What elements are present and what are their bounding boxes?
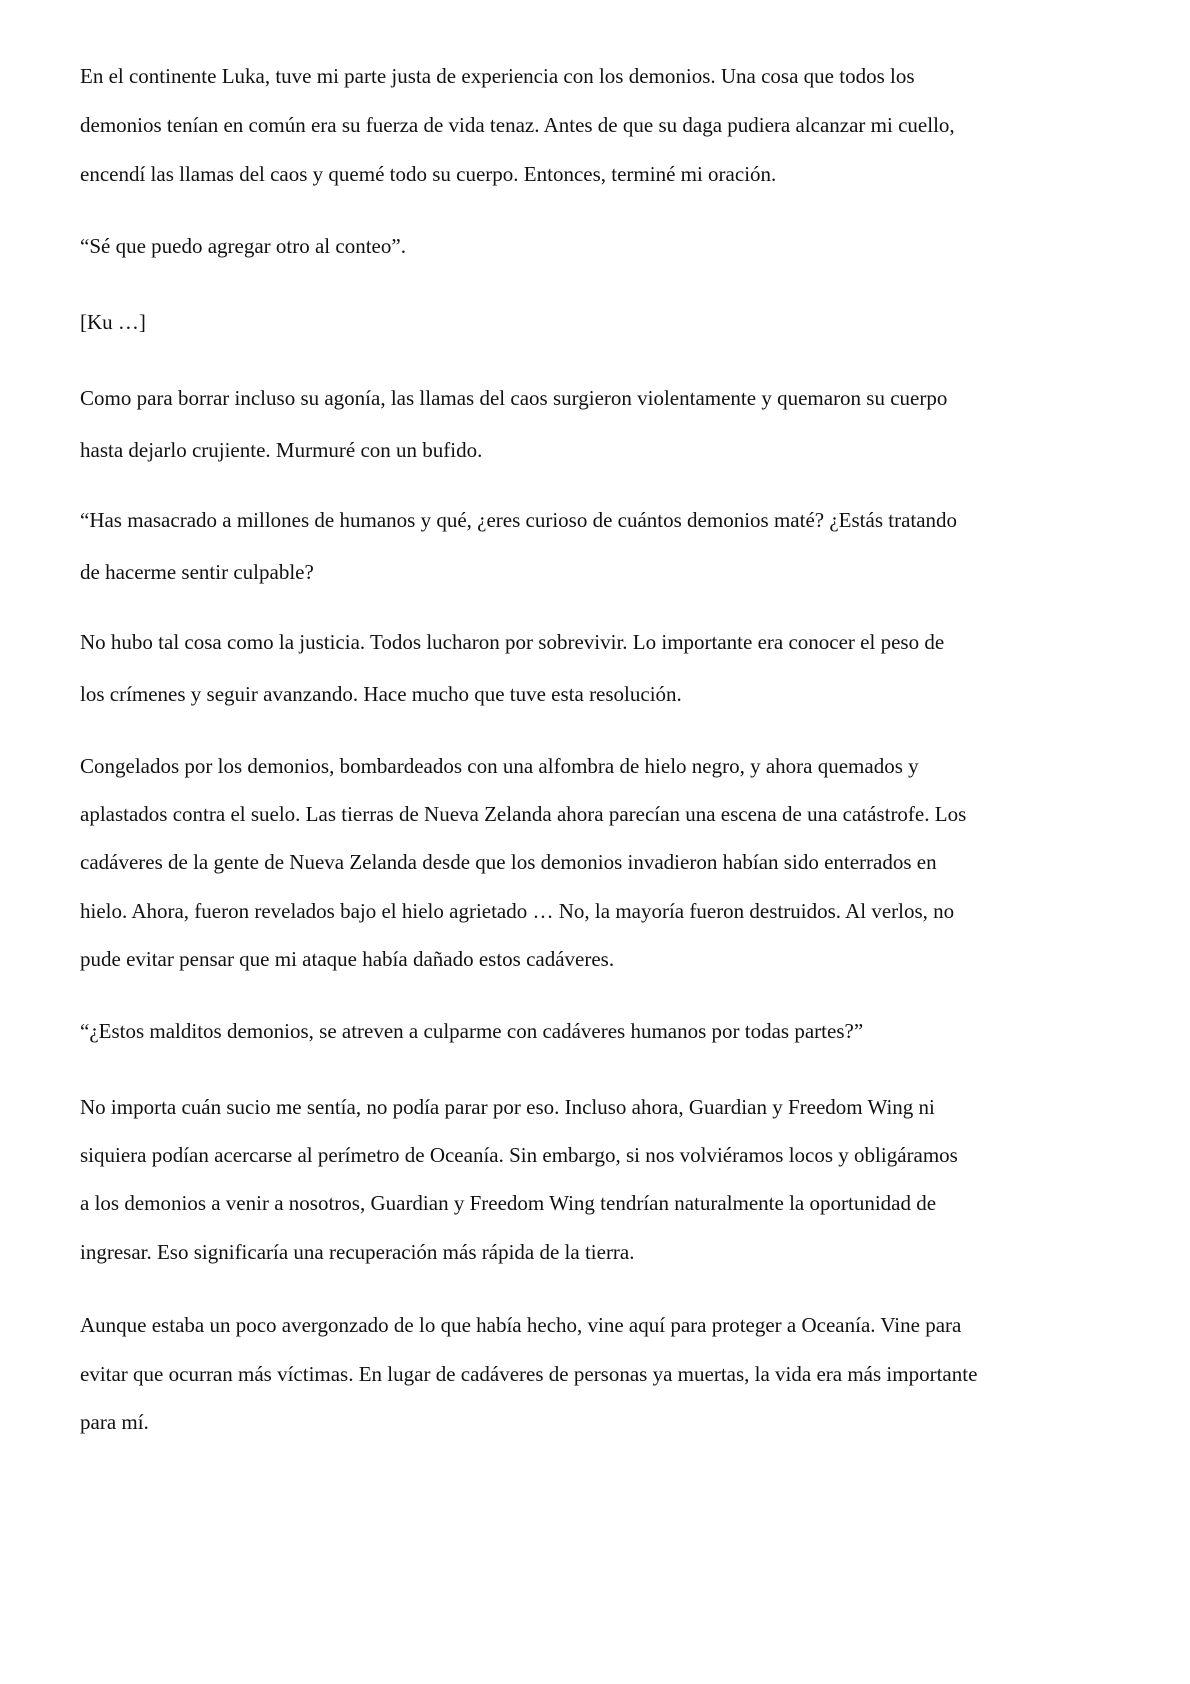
text-line: Congelados por los demonios, bombardeados con una alfombra de hielo negro, y ahora quemados y: [80, 754, 919, 778]
text-line: hielo. Ahora, fueron revelados bajo el hielo agrietado … No, la mayoría fueron destruidos. Al verlos, no: [80, 899, 955, 923]
text-line: de hacerme sentir culpable?: [80, 560, 314, 584]
text-line: cadáveres de la gente de Nueva Zelanda desde que los demonios invadieron habían sido enterrados en: [80, 850, 937, 874]
text-line: No hubo tal cosa como la justicia. Todos lucharon por sobrevivir. Lo importante era conocer el peso de: [80, 630, 945, 654]
text-line: No importa cuán sucio me sentía, no podía parar por eso. Incluso ahora, Guardian y Freedom Wing ni: [80, 1095, 935, 1119]
text-line: aplastados contra el suelo. Las tierras de Nueva Zelanda ahora parecían una escena de una catástrofe. Los: [80, 802, 967, 826]
text-line: “Sé que puedo agregar otro al conteo”.: [80, 234, 406, 258]
text-line: evitar que ocurran más víctimas. En lugar de cadáveres de personas ya muertas, la vida era más importante: [80, 1362, 978, 1386]
text-line: para mí.: [80, 1410, 149, 1434]
text-line: los crímenes y seguir avanzando. Hace mucho que tuve esta resolución.: [80, 682, 682, 706]
text-line: Aunque estaba un poco avergonzado de lo que había hecho, vine aquí para proteger a Oceanía. Vine para: [80, 1313, 962, 1337]
text-line: hasta dejarlo crujiente. Murmuré con un bufido.: [80, 438, 483, 462]
text-line: demonios tenían en común era su fuerza de vida tenaz. Antes de que su daga pudiera alcanzar mi cuello,: [80, 113, 955, 137]
text-line: “Has masacrado a millones de humanos y qué, ¿eres curioso de cuántos demonios maté? ¿Estás tratando: [80, 508, 958, 532]
text-line: ingresar. Eso significaría una recuperación más rápida de la tierra.: [80, 1240, 635, 1264]
text-line: encendí las llamas del caos y quemé todo su cuerpo. Entonces, terminé mi oración.: [80, 162, 777, 186]
text-line: pude evitar pensar que mi ataque había dañado estos cadáveres.: [80, 947, 615, 971]
text-line: “¿Estos malditos demonios, se atreven a culparme con cadáveres humanos por todas partes?”: [80, 1019, 864, 1043]
text-line: [Ku …]: [80, 310, 146, 334]
text-line: En el continente Luka, tuve mi parte justa de experiencia con los demonios. Una cosa que todos los: [80, 64, 915, 88]
text-line: Como para borrar incluso su agonía, las llamas del caos surgieron violentamente y quemaron su cuerpo: [80, 386, 948, 410]
text-line: siquiera podían acercarse al perímetro de Oceanía. Sin embargo, si nos volviéramos locos y obligáramos: [80, 1143, 958, 1167]
text-line: a los demonios a venir a nosotros, Guardian y Freedom Wing tendrían naturalmente la oportunidad de: [80, 1191, 937, 1215]
